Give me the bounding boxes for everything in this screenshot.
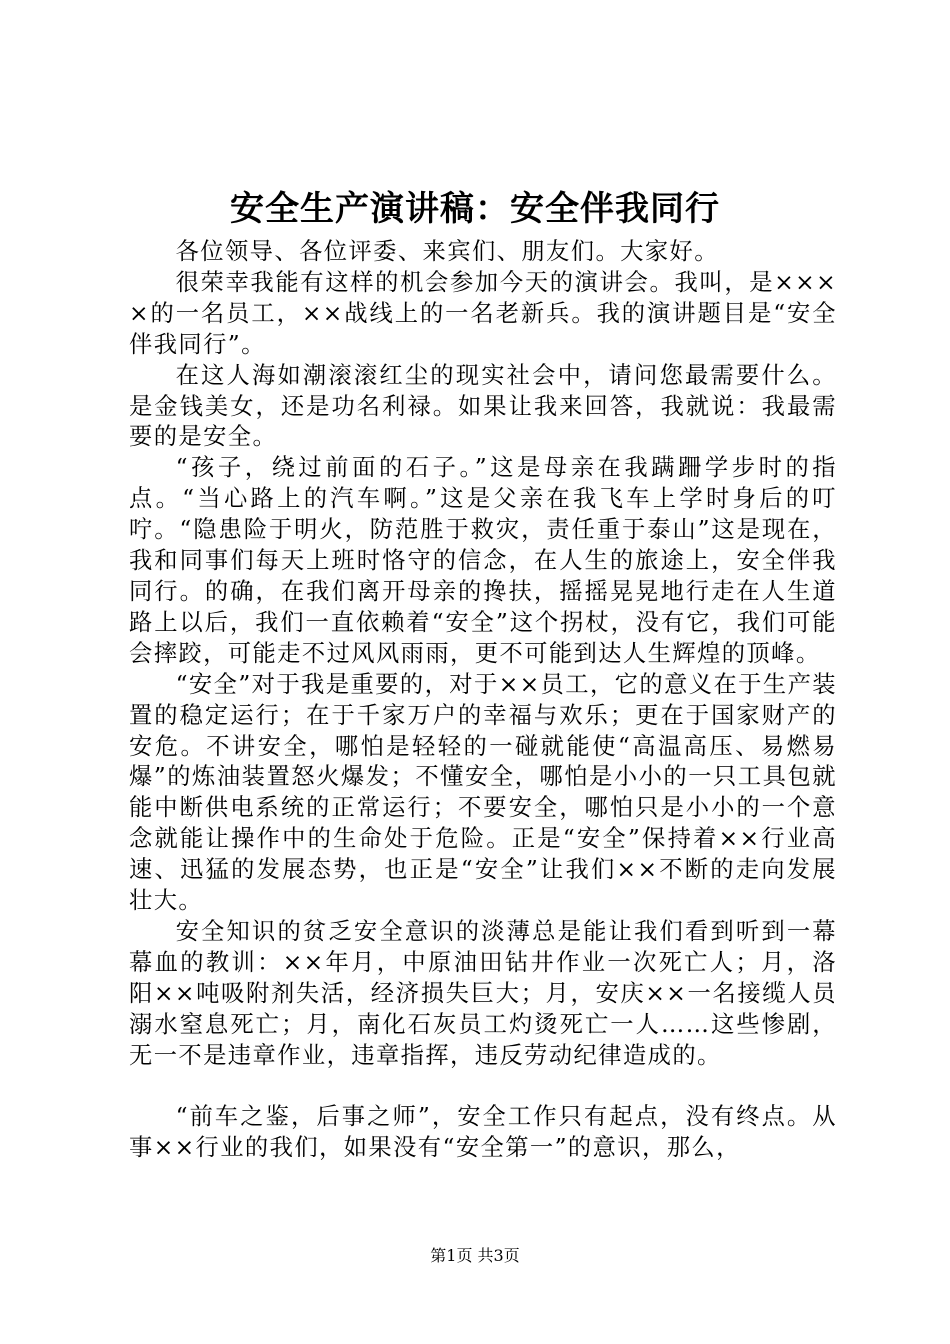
paragraph-spacer xyxy=(129,1071,837,1102)
paragraph-lesson-from-past: “前车之鉴，后事之师”，安全工作只有起点，没有终点。从事××行业的我们，如果没有“安全第一”的意识，那么， xyxy=(129,1103,837,1162)
paragraph-introduction: 很荣幸我能有这样的机会参加今天的演讲会。我叫，是××××的一名员工，××战线上的一名老新兵。我的演讲题目是“安全伴我同行”。 xyxy=(129,268,837,358)
paragraph-what-we-need: 在这人海如潮滚滚红尘的现实社会中，请问您最需要什么。是金钱美女，还是功名利禄。如果让我来回答，我就说：我最需要的是安全。 xyxy=(129,361,837,451)
paragraph-parents-advice: “孩子，绕过前面的石子。”这是母亲在我蹒跚学步时的指点。“当心路上的汽车啊。”这是父亲在我飞车上学时身后的叮咛。“隐患险于明火，防范胜于救灾，责任重于泰山”这是现在，我和同事们每天上班时恪守的信念，在人生的旅途上，安全伴我同行。的确，在我们离开母亲的搀扶，摇摇晃晃地行走在人生道路上以后，我们一直依赖着“安全”这个拐杖，没有它，我们可能会摔跤，可能走不过风风雨雨，更不可能到达人生辉煌的顶峰。 xyxy=(129,454,837,667)
paragraph-lessons: 安全知识的贫乏安全意识的淡薄总是能让我们看到听到一幕幕血的教训：××年月，中原油田钻井作业一次死亡人；月，洛阳××吨吸附剂失活，经济损失巨大；月，安庆××一名接缆人员溺水窒息死亡；月，南化石灰员工灼烫死亡一人……这些惨剧，无一不是违章作业，违章指挥，违反劳动纪律造成的。 xyxy=(129,917,837,1069)
document-title: 安全生产演讲稿：安全伴我同行 xyxy=(230,189,720,229)
paragraph-importance-of-safety: “安全”对于我是重要的，对于××员工，它的意义在于生产装置的稳定运行；在于千家万户的幸福与欢乐；更在于国家财产的安危。不讲安全，哪怕是轻轻的一碰就能使“高温高压、易燃易爆”的炼油装置怒火爆发；不懂安全，哪怕是小小的一只工具包就能中断供电系统的正常运行；不要安全，哪怕只是小小的一个意念就能让操作中的生命处于危险。正是“安全”保持着××行业高速、迅猛的发展态势，也正是“安全”让我们××不断的走向发展壮大。 xyxy=(129,670,837,915)
document-body xyxy=(129,237,837,1164)
paragraph-greeting: 各位领导、各位评委、来宾们、朋友们。大家好。 xyxy=(175,238,719,265)
page-footer: 第1页 共3页 xyxy=(430,1246,520,1265)
